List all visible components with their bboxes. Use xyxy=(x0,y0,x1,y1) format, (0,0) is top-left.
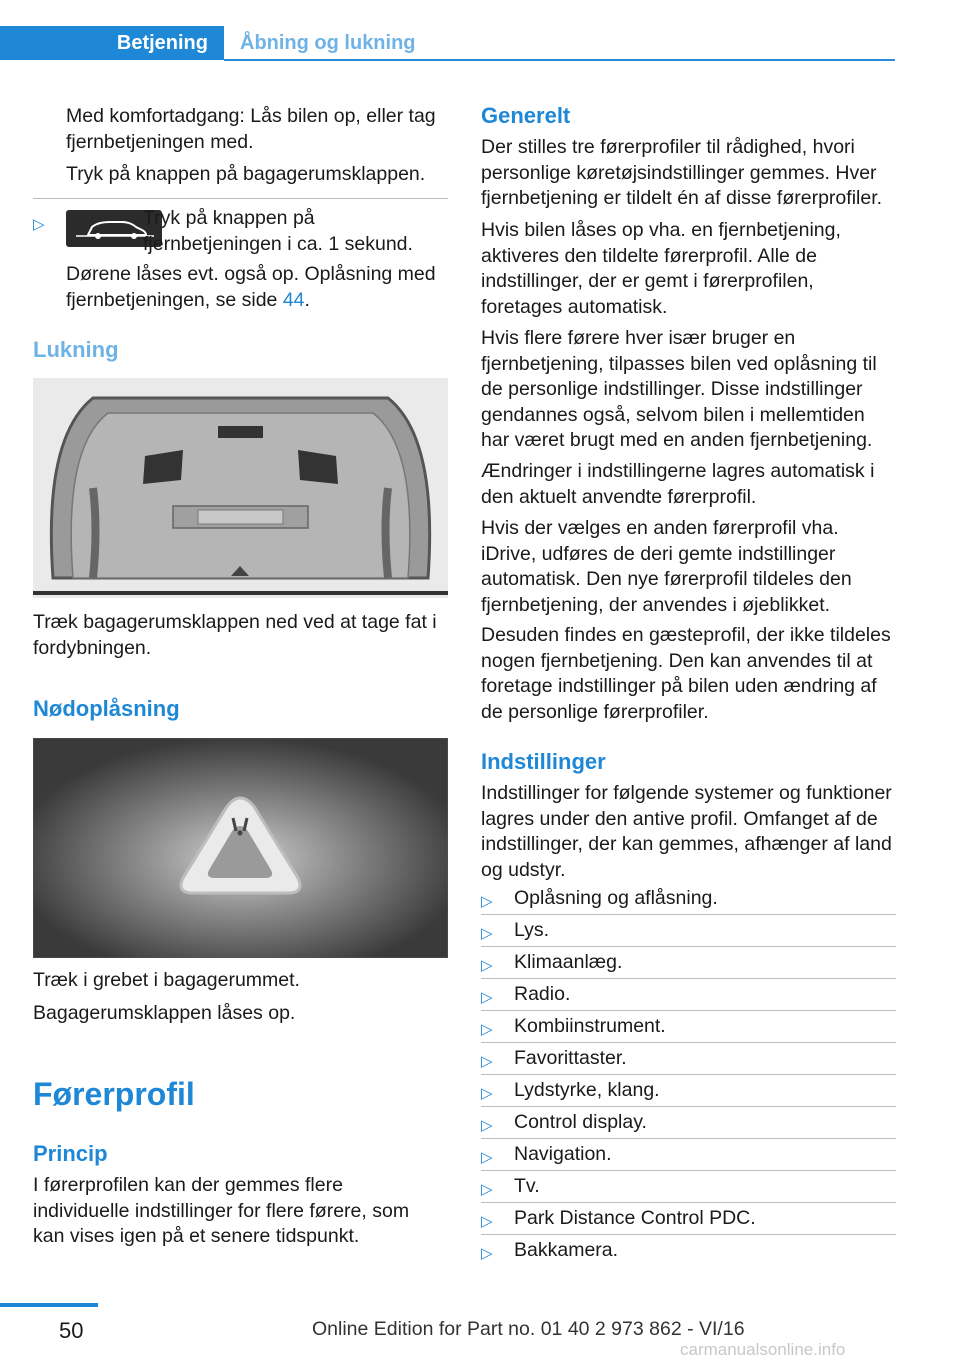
closing-text: Træk bagagerumsklappen ned ved at tage fat i fordybningen. xyxy=(33,611,437,659)
emergency-heading: Nødoplåsning xyxy=(33,696,180,721)
list-triangle-icon: ▷ xyxy=(481,1245,493,1262)
list-item: Lys. xyxy=(514,919,550,941)
principle-heading: Princip xyxy=(33,1141,108,1166)
page-header xyxy=(0,26,895,62)
list-divider xyxy=(481,1106,896,1107)
doors-note-pre: Dørene låses evt. også op. Oplåsning med fjernbetjeningen, se side xyxy=(66,263,436,311)
list-triangle-icon: ▷ xyxy=(481,1053,493,1070)
doors-note-post: . xyxy=(304,288,310,311)
emergency-text-2: Bagagerumsklappen låses op. xyxy=(33,1002,296,1024)
list-item: Bakkamera. xyxy=(514,1239,619,1261)
list-item: Kombiinstrument. xyxy=(514,1015,666,1037)
list-item: Oplåsning og aflåsning. xyxy=(514,887,718,909)
list-divider xyxy=(481,978,896,979)
list-item: Control display. xyxy=(514,1111,647,1133)
general-heading: Generelt xyxy=(481,103,571,128)
page-link[interactable]: 44 xyxy=(282,288,305,311)
list-item: Klimaanlæg. xyxy=(514,951,623,973)
list-divider xyxy=(481,1234,896,1235)
list-triangle-icon: ▷ xyxy=(481,1117,493,1134)
general-paragraph-1: Der stilles tre førerprofiler til rådighed, hvori personlige køretøjsindstillinger gemmes. Hver fjernbetjening er tildelt én af disse førerprofiler. xyxy=(481,136,883,209)
header-rule xyxy=(224,59,895,61)
section-tab[interactable]: Betjening xyxy=(0,26,224,60)
page-number: 50 xyxy=(59,1318,84,1343)
general-paragraph-6: Desuden findes en gæsteprofil, der ikke tildeles nogen fjernbetjening. Den kan anvendes til at foretage indstillinger på bilen uden ændring af de personlige førerprofiler. xyxy=(481,624,891,723)
press-button-text: Tryk på knappen på bagagerumsklappen. xyxy=(66,163,426,185)
general-paragraph-3: Hvis flere førere hver især bruger en fjernbetjening, tilpasses bilen ved oplåsning til de personlige indstillinger. Disse indstillinger gendannes også, selvom bilen i mellemtiden har været brugt med en anden fjernbetjening. xyxy=(481,327,877,451)
edition-text: Online Edition for Part no. 01 40 2 973 862 - VI/16 xyxy=(312,1318,745,1340)
list-item: Navigation. xyxy=(514,1143,612,1165)
list-item: Lydstyrke, klang. xyxy=(514,1079,660,1101)
list-divider xyxy=(481,1170,896,1171)
list-item: Radio. xyxy=(514,983,571,1005)
list-triangle-icon: ▷ xyxy=(481,893,493,910)
list-triangle-icon: ▷ xyxy=(481,1021,493,1038)
list-triangle-icon: ▷ xyxy=(481,1085,493,1102)
list-divider xyxy=(481,914,896,915)
general-paragraph-5: Hvis der vælges en anden førerprofil vha. iDrive, udføres de deri gemte indstillinger automatisk. Den nye førerprofil tildeles den fjernbetjening, der anvendes i øjeblikket. xyxy=(481,517,852,616)
emergency-text-1: Træk i grebet i bagagerummet. xyxy=(33,969,300,991)
trunk-lid-illustration xyxy=(33,378,448,598)
list-divider xyxy=(481,1074,896,1075)
list-triangle-icon: ▷ xyxy=(481,925,493,942)
comfort-access-text: Med komfortadgang: Lås bilen op, eller tag fjernbetjeningen med. xyxy=(66,105,436,153)
settings-heading: Indstillinger xyxy=(481,749,606,774)
list-triangle-icon: ▷ xyxy=(481,989,493,1006)
list-item: Tv. xyxy=(514,1175,540,1197)
list-triangle-icon: ▷ xyxy=(481,957,493,974)
closing-heading: Lukning xyxy=(33,337,119,362)
list-item: Park Distance Control PDC. xyxy=(514,1207,756,1229)
emergency-release-illustration xyxy=(33,738,448,958)
remote-step-text: Tryk på knappen på fjernbetjeningen i ca. 1 sekund. xyxy=(143,207,413,255)
list-divider xyxy=(481,1042,896,1043)
settings-text: Indstillinger for følgende systemer og funktioner lagres under den antive profil. Omfanget af de indstillinger, der kan gemmes, afhænger af land og udstyr. xyxy=(481,782,892,881)
list-divider xyxy=(481,1010,896,1011)
list-triangle-icon: ▷ xyxy=(33,216,45,233)
list-item: Favorittaster. xyxy=(514,1047,627,1069)
list-triangle-icon: ▷ xyxy=(481,1213,493,1230)
principle-text: I førerprofilen kan der gemmes flere individuelle indstillinger for flere førere, som kan vises igen på et senere tidspunkt. xyxy=(33,1174,410,1247)
list-divider xyxy=(481,946,896,947)
subsection-tab[interactable]: Åbning og lukning xyxy=(240,31,416,54)
footer-accent-line xyxy=(0,1303,98,1307)
doors-note xyxy=(66,262,451,313)
list-triangle-icon: ▷ xyxy=(481,1181,493,1198)
general-paragraph-2: Hvis bilen låses op vha. en fjernbetjening, aktiveres den tildelte førerprofil. Alle de indstillinger, der er gemt i førerprofilen, foretages automatisk. xyxy=(481,219,841,318)
list-triangle-icon: ▷ xyxy=(481,1149,493,1166)
list-divider xyxy=(481,1138,896,1139)
driver-profile-heading: Førerprofil xyxy=(33,1076,195,1112)
general-paragraph-4: Ændringer i indstillingerne lagres automatisk i den aktuelt anvendte førerprofil. xyxy=(481,460,875,508)
list-divider xyxy=(481,1202,896,1203)
divider xyxy=(33,198,448,199)
watermark: carmanualsonline.info xyxy=(680,1340,846,1359)
